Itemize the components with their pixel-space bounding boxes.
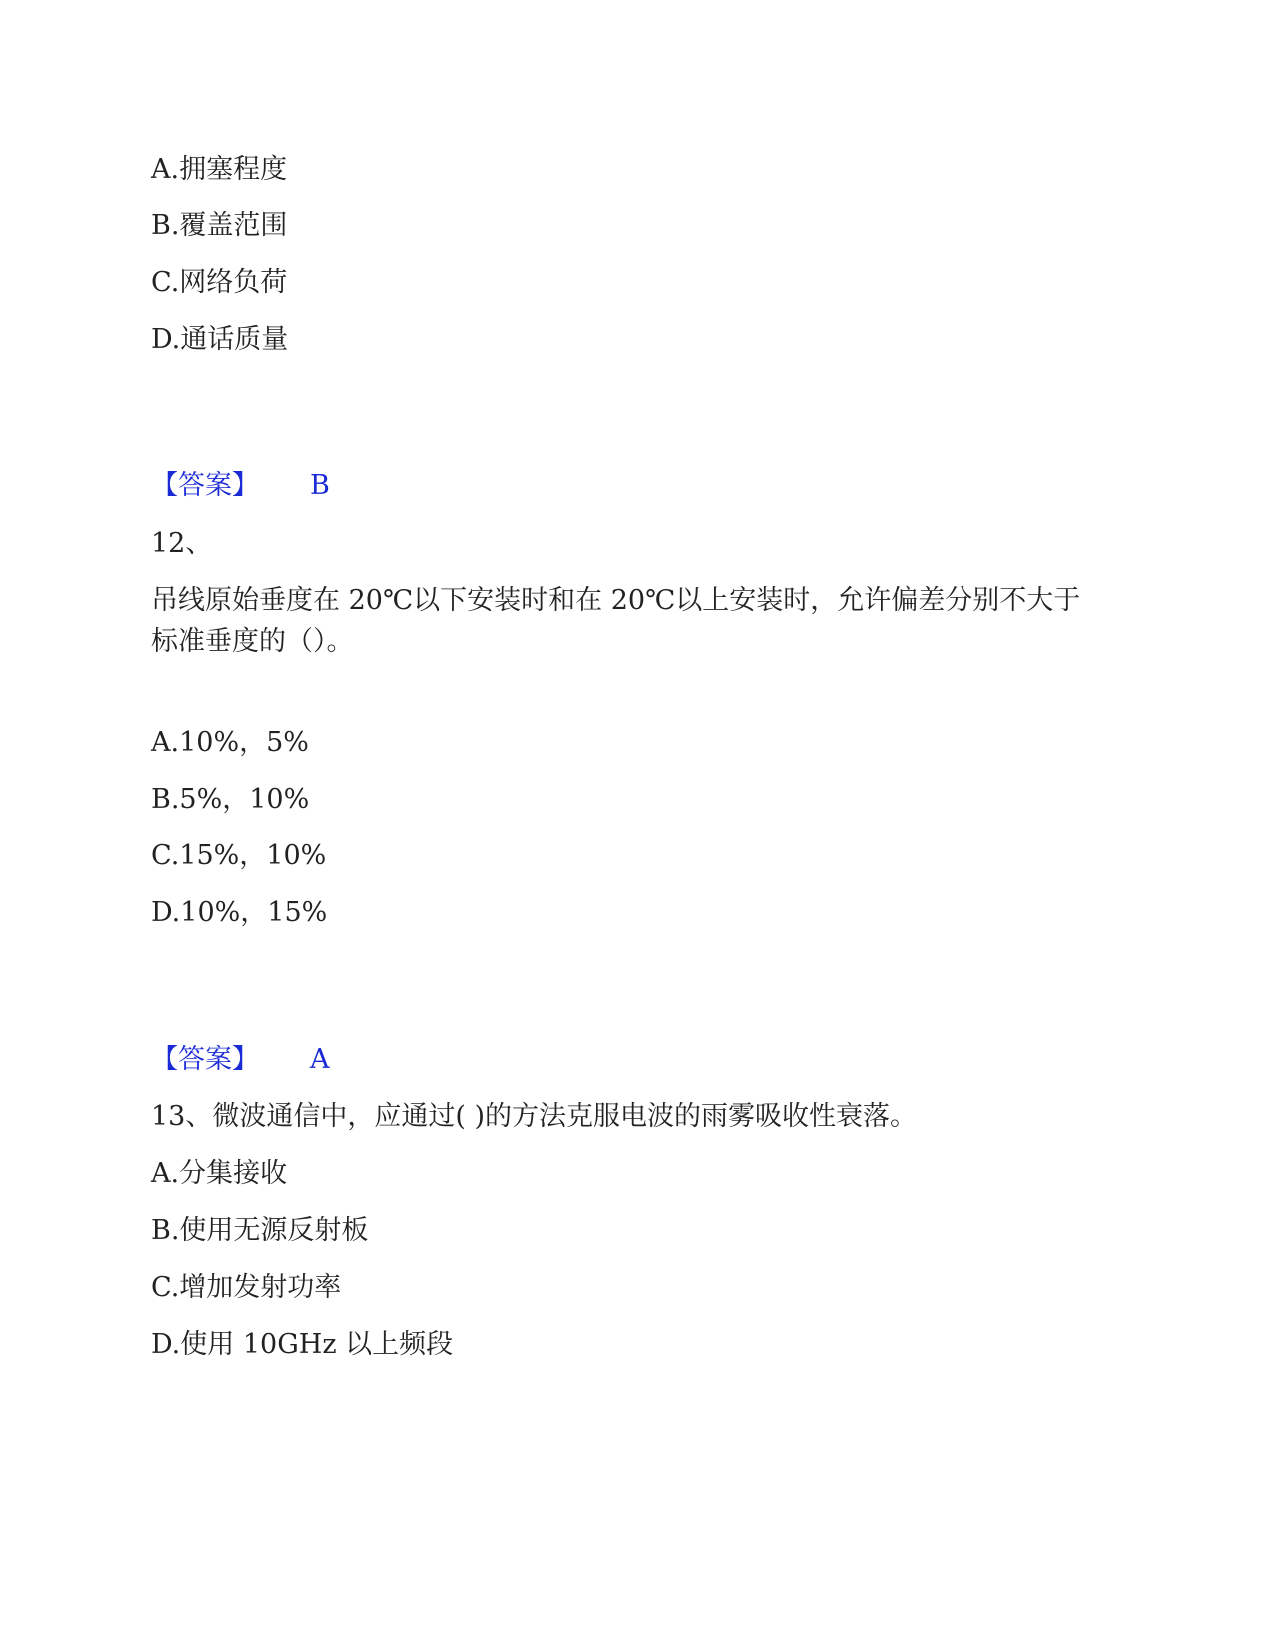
q12-stem-line1: 吊线原始垂度在 20℃以下安装时和在 20℃以上安装时，允许偏差分别不大于 <box>151 585 1081 616</box>
q11-option-b: B.覆盖范围 <box>151 210 288 241</box>
q12-option-c: C.15%，10% <box>151 840 327 871</box>
q13-stem: 13、微波通信中，应通过( )的方法克服电波的雨雾吸收性衰落。 <box>151 1101 918 1132</box>
q12-number: 12、 <box>151 528 213 559</box>
q12-option-b: B.5%，10% <box>151 784 310 815</box>
q12-option-d: D.10%，15% <box>151 897 328 928</box>
q12-option-a: A.10%，5% <box>151 727 309 758</box>
q13-option-b: B.使用无源反射板 <box>151 1215 369 1246</box>
q11-option-a: A.拥塞程度 <box>151 154 288 185</box>
q13-option-c: C.增加发射功率 <box>151 1272 342 1303</box>
q11-answer-value: B <box>310 470 330 501</box>
q12-answer-value: A <box>310 1044 330 1075</box>
q11-answer-label: 【答案】 <box>151 470 259 501</box>
q13-option-a: A.分集接收 <box>151 1158 288 1189</box>
q12-stem-line2: 标准垂度的（）。 <box>151 626 354 657</box>
q13-option-d: D.使用 10GHz 以上频段 <box>151 1329 454 1360</box>
q11-option-c: C.网络负荷 <box>151 267 288 298</box>
q12-answer-label: 【答案】 <box>151 1044 259 1075</box>
q11-option-d: D.通话质量 <box>151 324 289 355</box>
